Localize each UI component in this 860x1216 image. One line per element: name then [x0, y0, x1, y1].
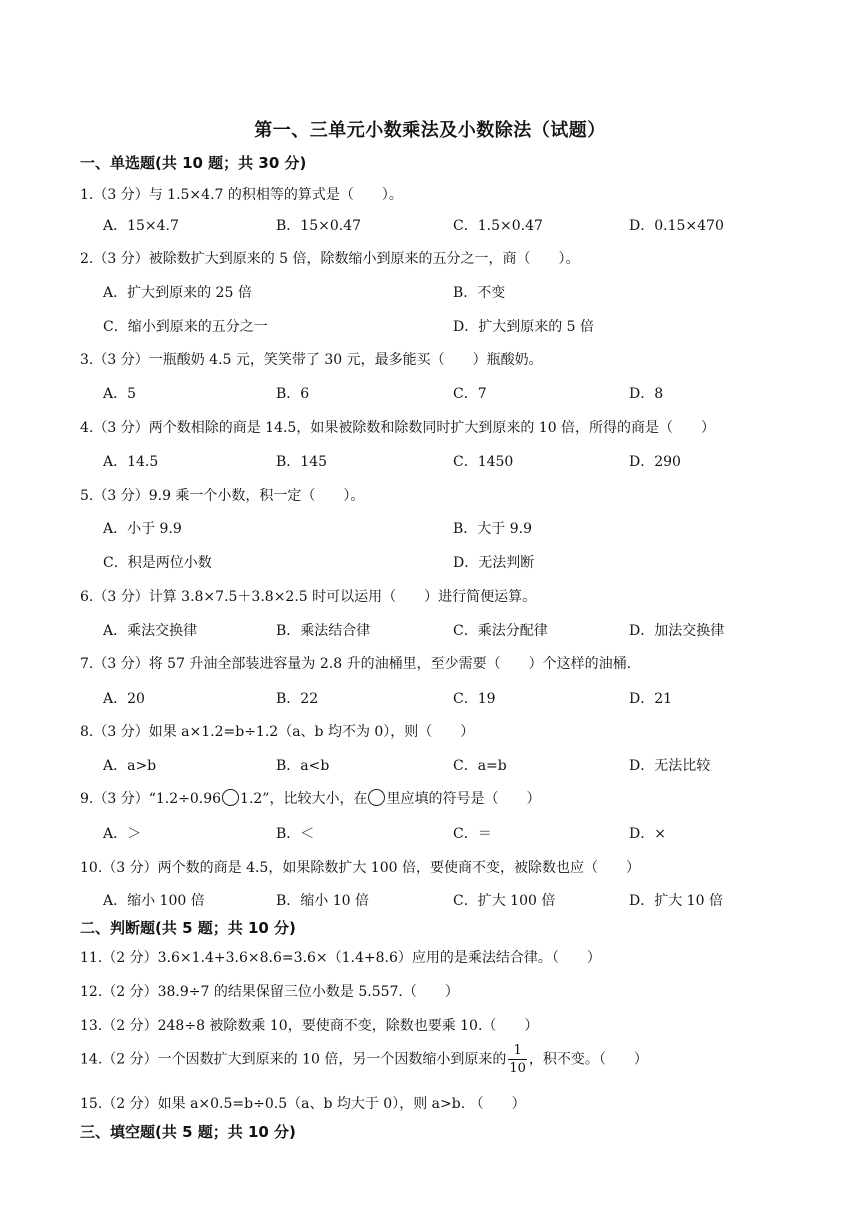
- q14-text-end: ，积不变。（ ）: [528, 1051, 648, 1068]
- question-8: 8.（3 分）如果 a×1.2=b÷1.2（a、b 均不为 0），则（ ）: [80, 724, 475, 740]
- question-7: 7.（3 分）将 57 升油全部装进容量为 2.8 升的油桶里，至少需要（ ）个这样的油桶.: [80, 656, 632, 672]
- question-14: [80, 1042, 648, 1077]
- q1-option-c[interactable]: C．1.5×0.47: [453, 218, 543, 234]
- blank-circle-icon: [222, 789, 239, 806]
- q1-option-a[interactable]: A．15×4.7: [103, 218, 179, 234]
- q6-option-b[interactable]: B．乘法结合律: [276, 623, 371, 639]
- fraction-numerator: 1: [508, 1042, 527, 1060]
- question-13: 13.（2 分）248÷8 被除数乘 10，要使商不变，除数也要乘 10.（ ）: [80, 1018, 539, 1034]
- question-15: 15.（2 分）如果 a×0.5=b÷0.5（a、b 均大于 0），则 a>b. （ ）: [80, 1096, 526, 1112]
- fraction: [508, 1042, 527, 1077]
- q3-option-b[interactable]: B．6: [276, 386, 310, 402]
- question-3: 3.（3 分）一瓶酸奶 4.5 元，笑笑带了 30 元，最多能买（ ）瓶酸奶。: [80, 352, 543, 368]
- q4-option-d[interactable]: D．290: [629, 454, 681, 470]
- q6-option-c[interactable]: C．乘法分配律: [453, 623, 548, 639]
- q2-option-d[interactable]: D．扩大到原来的 5 倍: [453, 319, 595, 335]
- page-title: 第一、三单元小数乘法及小数除法（试题）: [254, 120, 606, 141]
- q8-option-d[interactable]: D．无法比较: [629, 758, 711, 774]
- q4-option-a[interactable]: A．14.5: [103, 454, 159, 470]
- q5-option-b[interactable]: B．大于 9.9: [453, 521, 533, 537]
- q5-option-a[interactable]: A．小于 9.9: [103, 521, 182, 537]
- question-4: 4.（3 分）两个数相除的商是 14.5，如果被除数和除数同时扩大到原来的 10 倍，所得的商是（ ）: [80, 420, 716, 436]
- q6-option-a[interactable]: A．乘法交换律: [103, 623, 198, 639]
- question-2: 2.（3 分）被除数扩大到原来的 5 倍，除数缩小到原来的五分之一，商（ ）。: [80, 251, 580, 267]
- q10-option-c[interactable]: C．扩大 100 倍: [453, 893, 556, 909]
- question-12: 12.（2 分）38.9÷7 的结果保留三位小数是 5.557.（ ）: [80, 984, 459, 1000]
- q1-option-b[interactable]: B．15×0.47: [276, 218, 362, 234]
- q9-text-middle: 1.2”，比较大小，在: [240, 791, 368, 807]
- q7-option-a[interactable]: A．20: [103, 691, 145, 707]
- q2-option-b[interactable]: B．不变: [453, 285, 506, 301]
- q4-option-b[interactable]: B．145: [276, 454, 328, 470]
- q9-text-start: 9.（3 分）“1.2÷0.96: [80, 791, 222, 807]
- q7-option-c[interactable]: C．19: [453, 691, 496, 707]
- question-5: 5.（3 分）9.9 乘一个小数，积一定（ ）。: [80, 488, 365, 504]
- section-heading-single-choice: 一、单选题(共 10 题；共 30 分): [80, 154, 307, 172]
- q3-option-d[interactable]: D．8: [629, 386, 664, 402]
- q4-option-c[interactable]: C．1450: [453, 454, 514, 470]
- q6-option-d[interactable]: D．加法交换律: [629, 623, 725, 639]
- q9-text-end: 里应填的符号是（ ）: [386, 791, 541, 807]
- question-11: 11.（2 分）3.6×1.4+3.6×8.6=3.6×（1.4+8.6）应用的是乘法结合律。（ ）: [80, 950, 601, 966]
- question-6: 6.（3 分）计算 3.8×7.5＋3.8×2.5 时可以运用（ ）进行简便运算。: [80, 589, 537, 605]
- question-10: 10.（3 分）两个数的商是 4.5，如果除数扩大 100 倍，要使商不变，被除数也应（ ）: [80, 860, 640, 876]
- q7-option-b[interactable]: B．22: [276, 691, 319, 707]
- blank-circle-icon: [368, 789, 385, 806]
- q7-option-d[interactable]: D．21: [629, 691, 673, 707]
- q9-option-d[interactable]: D．×: [629, 826, 666, 842]
- q10-option-a[interactable]: A．缩小 100 倍: [103, 893, 205, 909]
- q5-option-d[interactable]: D．无法判断: [453, 555, 535, 571]
- q3-option-a[interactable]: A．5: [103, 386, 137, 402]
- q10-option-b[interactable]: B．缩小 10 倍: [276, 893, 370, 909]
- q2-option-c[interactable]: C．缩小到原来的五分之一: [103, 319, 268, 335]
- q9-option-a[interactable]: A．＞: [103, 826, 142, 842]
- q8-option-a[interactable]: A．a>b: [103, 758, 157, 774]
- q8-option-b[interactable]: B．a<b: [276, 758, 330, 774]
- q8-option-c[interactable]: C．a=b: [453, 758, 507, 774]
- q3-option-c[interactable]: C．7: [453, 386, 487, 402]
- q10-option-d[interactable]: D．扩大 10 倍: [629, 893, 723, 909]
- q9-option-b[interactable]: B．＜: [276, 826, 315, 842]
- question-9: [80, 788, 540, 808]
- q9-option-c[interactable]: C．＝: [453, 826, 492, 842]
- question-1: 1.（3 分）与 1.5×4.7 的积相等的算式是（ ）。: [80, 187, 403, 203]
- section-heading-true-false: 二、判断题(共 5 题；共 10 分): [80, 919, 296, 937]
- q2-option-a[interactable]: A．扩大到原来的 25 倍: [103, 285, 252, 301]
- q1-option-d[interactable]: D．0.15×470: [629, 218, 724, 234]
- fraction-denominator: 10: [509, 1061, 526, 1076]
- section-heading-fill-in: 三、填空题(共 5 题；共 10 分): [80, 1123, 296, 1141]
- q5-option-c[interactable]: C．积是两位小数: [103, 555, 212, 571]
- q14-text-start: 14.（2 分）一个因数扩大到原来的 10 倍，另一个因数缩小到原来的: [80, 1051, 507, 1068]
